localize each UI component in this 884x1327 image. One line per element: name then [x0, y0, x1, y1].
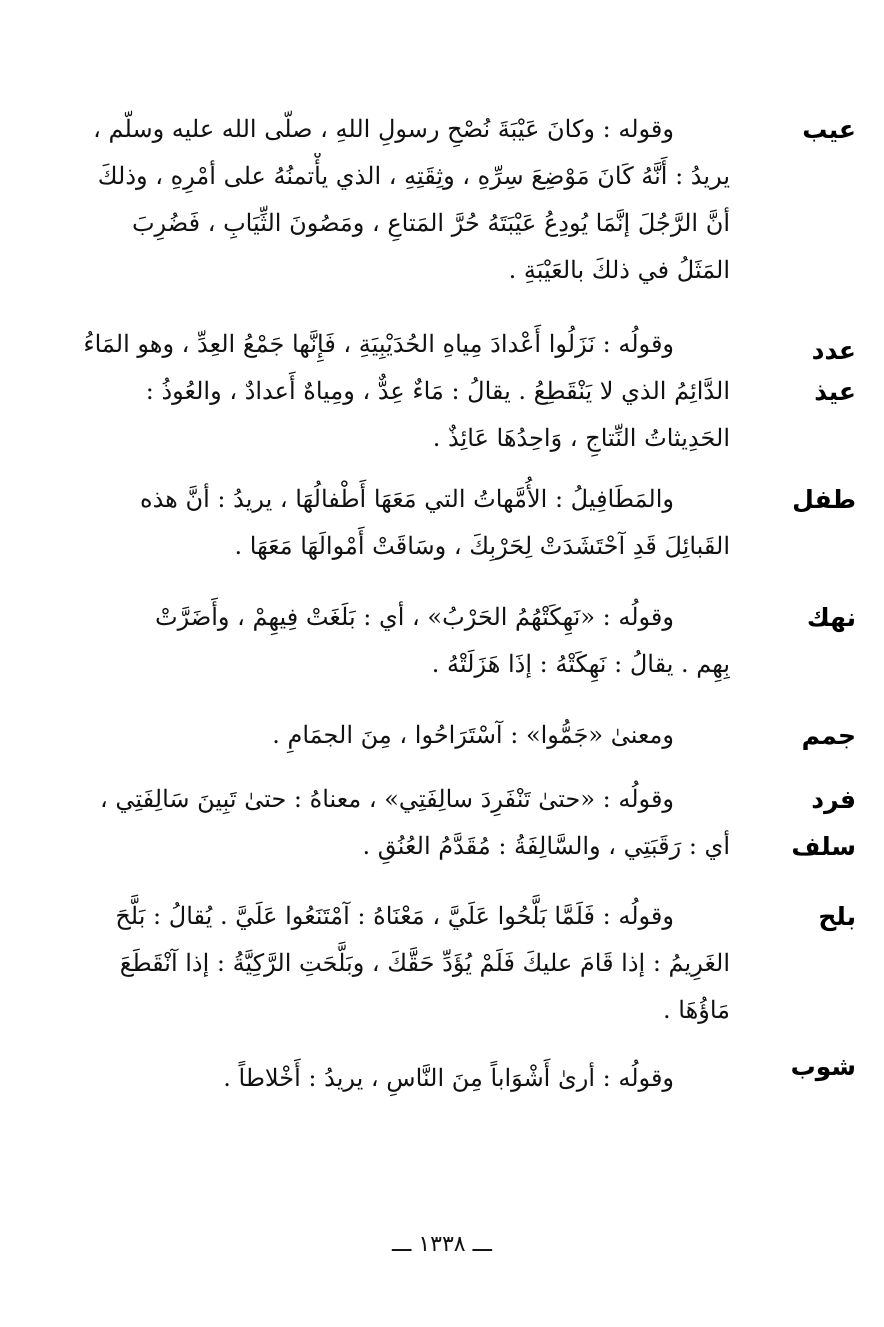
entry-text [28, 106, 730, 294]
entry-fard [28, 776, 856, 870]
entry-tifl [28, 476, 856, 570]
root-word: عيذ [814, 377, 856, 406]
entry-text [28, 1055, 730, 1102]
root-word: جمم [801, 721, 856, 750]
text-line: وقولُه : «حتىٰ تَنْفَرِدَ سالِفَتِي» ، معناهُ : حتىٰ تَبِينَ سَالِفَتِي ، [100, 785, 674, 813]
entry-text [28, 321, 730, 462]
root-column [760, 712, 856, 759]
text-line: والمَطَافِيلُ : الأُمَّهاتُ التي مَعَهَا أَطْفالُهَا ، يريدُ : أنَّ هذه [140, 485, 674, 513]
text-line: الغَرِيمُ : إذا قَامَ عليكَ فَلَمْ يُؤَدِّ حَقَّكَ ، وبَلَّحَتِ الرَّكِيَّةُ : إذا آنْقَطَعَ [119, 949, 730, 977]
entry-jamm [28, 712, 856, 759]
entry-shawb [28, 1052, 856, 1102]
root-word: سلف [791, 832, 856, 861]
text-line: وقولُه : أرىٰ أَشْوَاباً مِنَ النَّاسِ ، يريدُ : أَخْلاطاً . [223, 1064, 674, 1092]
root-word: عدد [811, 336, 856, 365]
entry-balh [28, 893, 856, 1034]
root-word: فرد [811, 785, 856, 814]
root-column [760, 1043, 856, 1090]
text-line: المَثَلُ في ذلكَ بالعَيْبَةِ . [508, 256, 730, 284]
root-column [760, 106, 856, 153]
root-word: بلح [818, 902, 856, 931]
entry-ayb [28, 106, 856, 294]
entry-nahk [28, 594, 856, 688]
entry-text [28, 594, 730, 688]
entry-text [28, 893, 730, 1034]
text-line: وقولُه : «نَهِكَتْهُمُ الحَرْبُ» ، أي : بَلَغَتْ فِيهِمْ ، وأَضَرَّتْ [155, 603, 674, 631]
root-column [760, 776, 856, 870]
text-line: يريدُ : أَنَّهُ كَانَ مَوْضِعَ سِرِّهِ ، وثِقَتِهِ ، الذي يأْتمنُهُ على أمْرِهِ ، وذلكَ [97, 162, 730, 190]
page-number: ـــ ١٣٣٨ ـــ [392, 1232, 492, 1257]
root-column [760, 594, 856, 641]
entry-add [28, 321, 856, 462]
root-column [760, 893, 856, 940]
text-line: وقولُه : فَلَمَّا بَلَّحُوا عَلَيَّ ، مَعْنَاهُ : آمْتَنَعُوا عَلَيَّ . يُقالُ : بَلَّحَ [115, 902, 674, 930]
root-word: شوب [790, 1052, 856, 1081]
root-word: نهك [806, 603, 856, 632]
text-line: ومعنىٰ «جَمُّوا» : آسْتَرَاحُوا ، مِنَ الجمَامِ . [272, 721, 674, 749]
entry-text [28, 712, 730, 759]
text-line: القَبائِلَ قَدِ آحْتَشَدَتْ لِحَرْبِكَ ، وسَاقَتْ أَمْوالَهَا مَعَهَا . [234, 532, 730, 560]
root-column [760, 327, 856, 415]
entry-text [28, 776, 730, 870]
text-line: الدَّائِمُ الذي لا يَنْقَطِعُ . يقالُ : مَاءٌ عِدٌّ ، ومِياهٌ أَعدادٌ ، والعُوذُ : [145, 377, 730, 405]
text-line: الحَدِيثاتُ النِّتاجِ ، وَاحِدُهَا عَائِذٌ . [432, 424, 730, 452]
entry-text [28, 476, 730, 570]
text-line: وقولُه : نَزَلُوا أَعْدادَ مِياهِ الحُدَيْبِيَةِ ، فَإِنَّها جَمْعُ العِدِّ ، وهو المَاءُ [83, 330, 674, 358]
text-line: أنَّ الرَّجُلَ إنَّمَا يُودِعُ عَيْبَتَهُ حُرَّ المَتاعِ ، ومَصُونَ الثِّيَابِ ، فَضُرِبَ [131, 209, 730, 237]
text-line: مَاؤُهَا . [663, 996, 730, 1024]
root-word: عيب [802, 115, 856, 144]
text-line: أي : رَقَبَتِي ، والسَّالِفَةُ : مُقَدَّمُ العُنُقِ . [362, 832, 730, 860]
root-column [760, 476, 856, 523]
root-word: طفل [792, 485, 856, 514]
text-line: وقوله : وكانَ عَيْبَةَ نُصْحِ رسولِ اللهِ ، صلّى الله عليه وسلّم ، [93, 115, 674, 143]
text-line: بِهِم . يقالُ : نَهِكَتْهُ : إذَا هَزَلَتْهُ . [431, 650, 730, 678]
